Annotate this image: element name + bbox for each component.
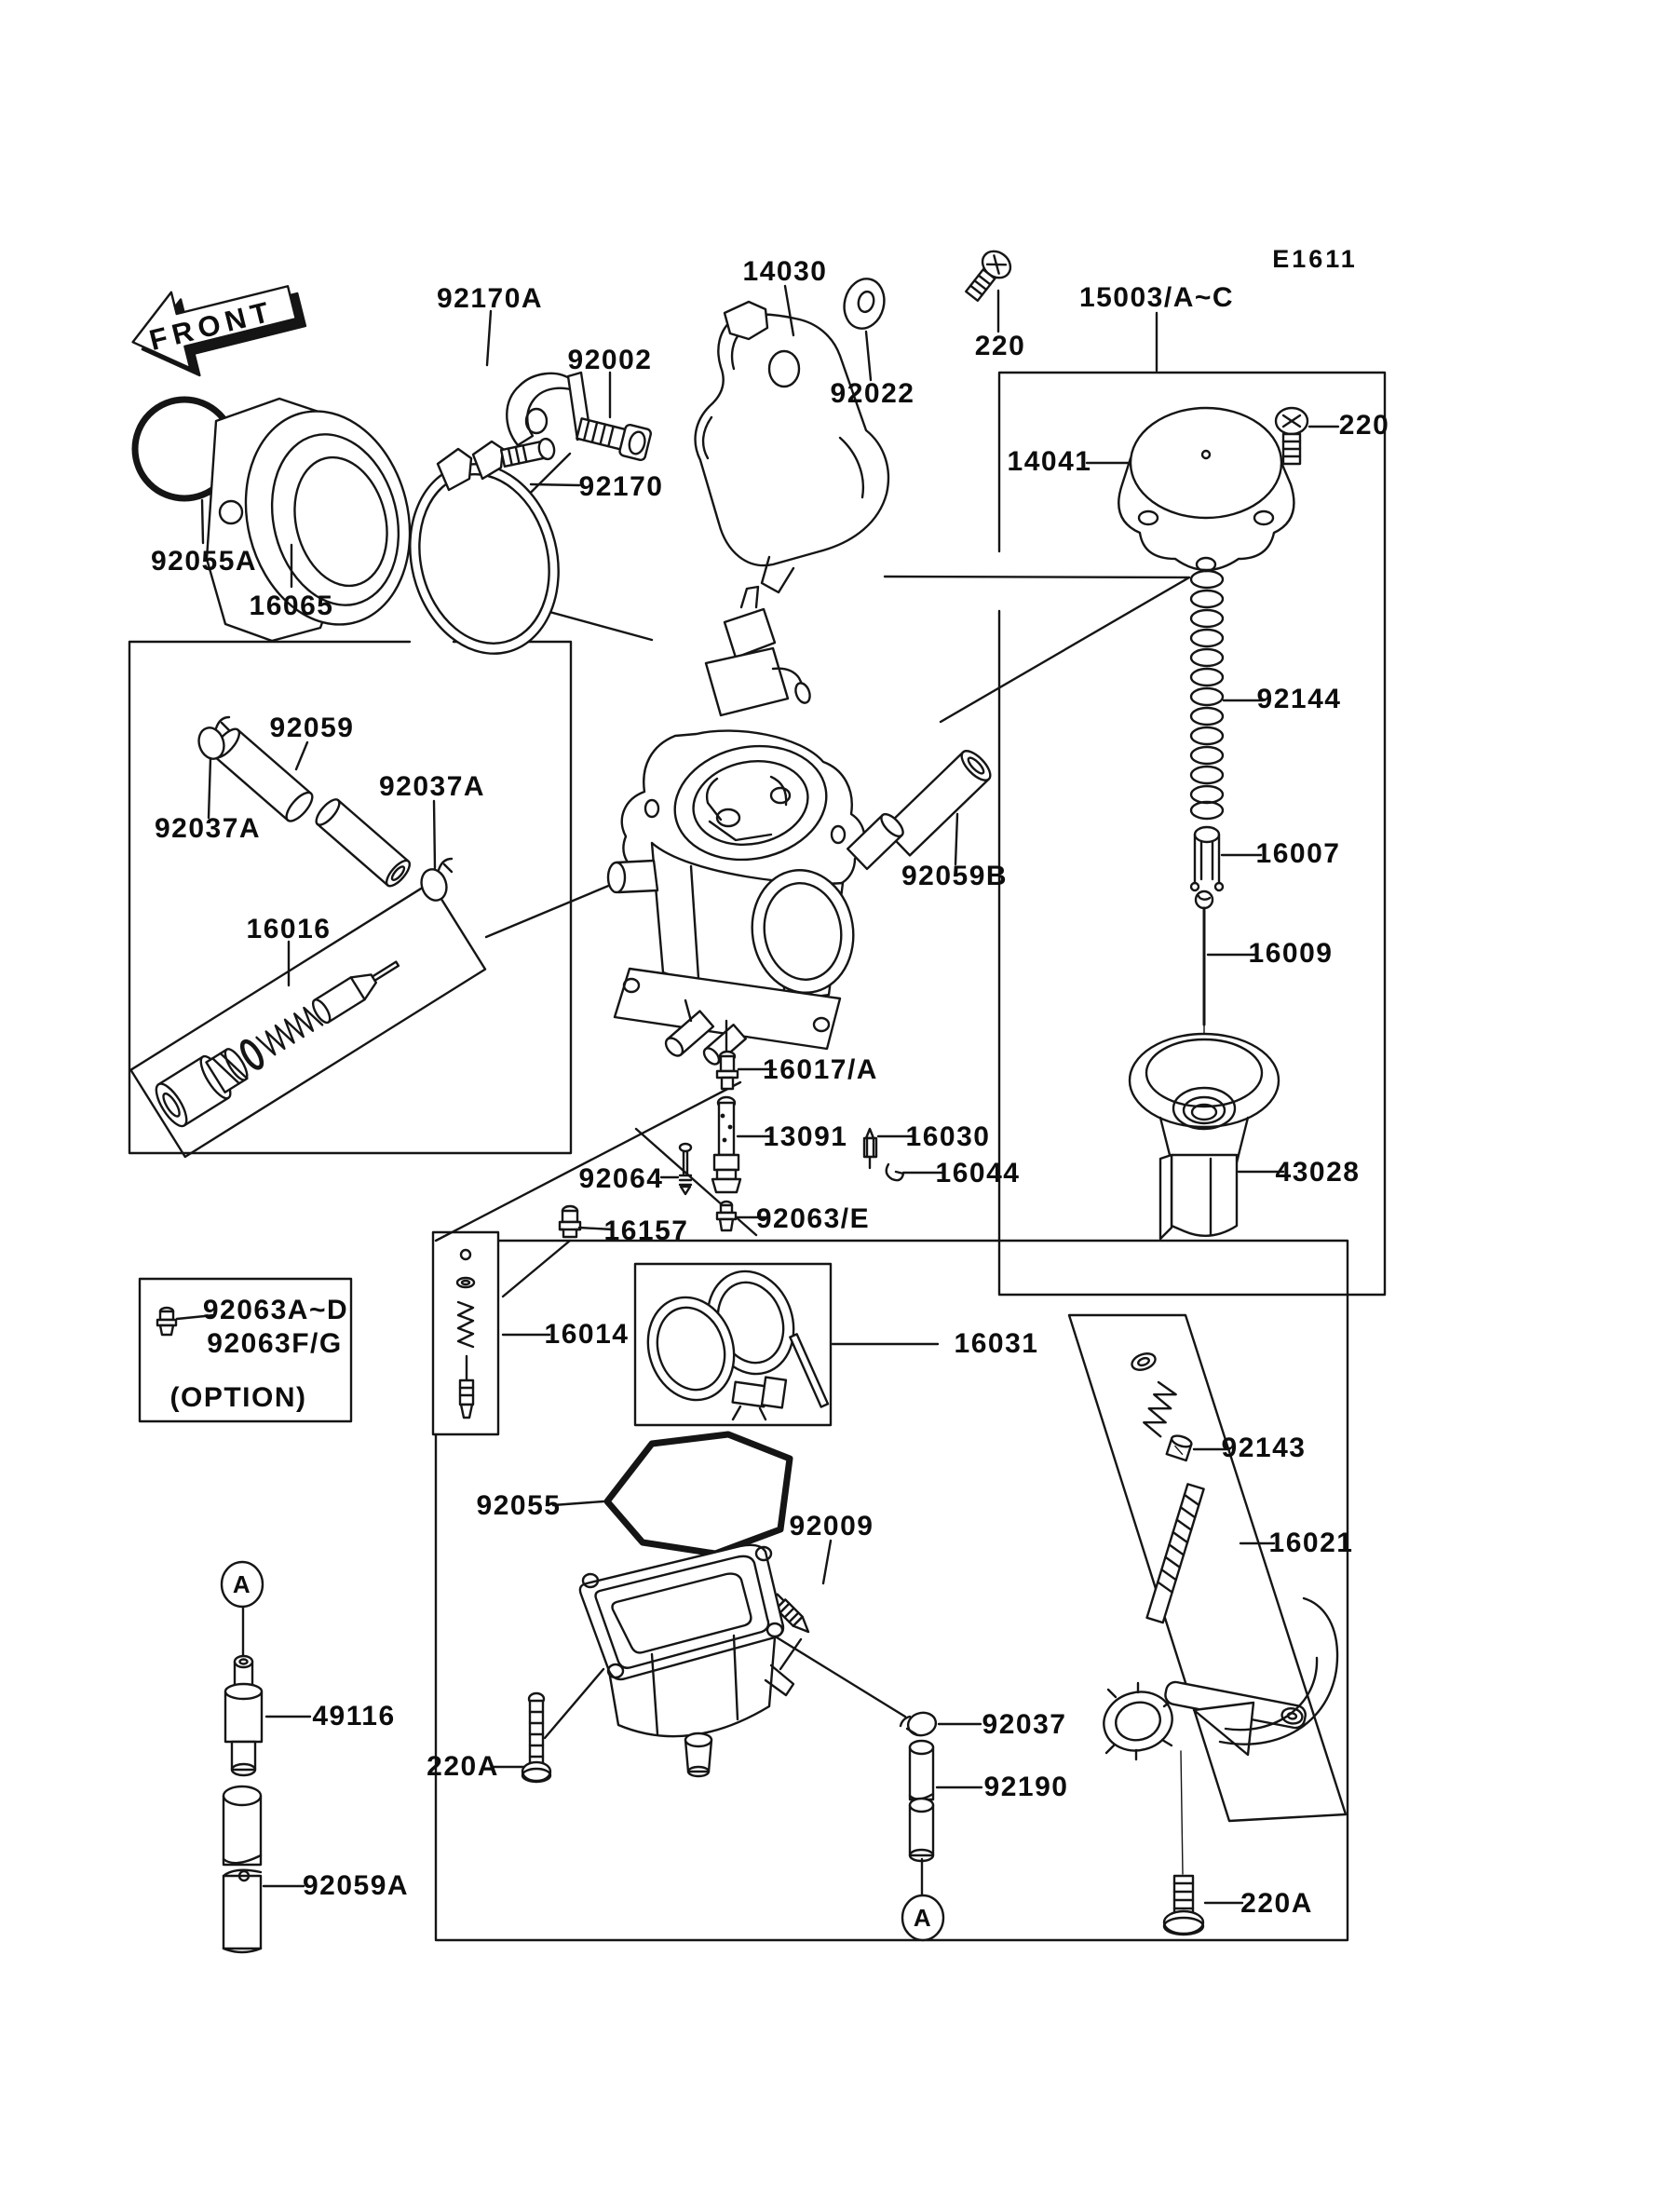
part-13091-needle-jet (712, 1097, 740, 1192)
detail-box-16021 (1069, 1315, 1346, 1821)
label-92059: 92059 (269, 713, 355, 743)
part-92143-nut (1167, 1433, 1193, 1460)
label-92190: 92190 (983, 1772, 1069, 1802)
front-label: FRONT (145, 294, 278, 358)
label-49116: 49116 (312, 1701, 396, 1731)
marker-A-bottom-letter: A (913, 1904, 933, 1932)
part-92063-option-jet (157, 1308, 176, 1335)
label-16030: 16030 (905, 1121, 991, 1152)
label-16014: 16014 (544, 1319, 630, 1350)
label-15003: 15003/A~C (1078, 282, 1235, 313)
label-14030: 14030 (742, 256, 828, 287)
part-92059B-tube (847, 746, 995, 869)
label-92037A-right: 92037A (378, 771, 486, 802)
part-16044-clip (887, 1164, 903, 1180)
label-16017A: 16017/A (763, 1054, 878, 1085)
label-option: (OPTION) (169, 1382, 307, 1413)
label-92063E: 92063/E (755, 1203, 871, 1234)
label-16009: 16009 (1248, 938, 1334, 969)
label-92063AD: 92063A~D (202, 1295, 349, 1325)
part-92002-bolt (576, 414, 652, 461)
part-92022-washer (839, 275, 889, 333)
label-92064: 92064 (578, 1163, 664, 1194)
label-92059A: 92059A (302, 1870, 410, 1901)
label-16016: 16016 (246, 914, 332, 944)
part-43028-diaphragm (1130, 1034, 1279, 1239)
part-16157-jet (560, 1206, 580, 1237)
marker-A-top-letter: A (232, 1570, 252, 1598)
label-92022: 92022 (830, 378, 915, 409)
part-14041-cover (1118, 408, 1294, 571)
label-220-top: 220 (974, 331, 1026, 361)
label-16007: 16007 (1255, 838, 1341, 869)
part-float-bowl (580, 1545, 793, 1776)
label-16044: 16044 (935, 1158, 1021, 1188)
label-92009: 92009 (789, 1511, 874, 1541)
label-13091: 13091 (763, 1121, 848, 1152)
label-16157: 16157 (603, 1215, 689, 1246)
label-92002: 92002 (567, 345, 653, 375)
part-92055-gasket (607, 1434, 790, 1554)
page-code: E1611 (1272, 245, 1358, 273)
label-220A-right: 220A (1240, 1888, 1313, 1919)
leader-lines (436, 454, 1189, 1874)
part-16007-spring-seat (1191, 827, 1223, 890)
part-16030-needle-valve (864, 1129, 876, 1168)
label-16065: 16065 (249, 591, 334, 621)
label-220-box: 220 (1338, 410, 1390, 441)
label-92055A: 92055A (150, 546, 258, 577)
label-92055: 92055 (476, 1490, 562, 1521)
label-16031: 16031 (954, 1328, 1039, 1359)
part-carburetor-body (608, 587, 864, 1066)
part-16031-throttle-valve (635, 1260, 828, 1419)
part-92190-tube (910, 1741, 933, 1861)
label-92143: 92143 (1221, 1433, 1307, 1463)
label-92037A-left: 92037A (154, 813, 262, 844)
part-49116-valve (225, 1656, 262, 1775)
part-16021-screw-set (1130, 1351, 1204, 1623)
part-92059-tube (209, 725, 413, 890)
part-220A-screw-right (1164, 1876, 1203, 1935)
part-92037-clip (901, 1710, 938, 1738)
label-92170A: 92170A (436, 283, 544, 314)
label-92037: 92037 (982, 1709, 1067, 1740)
part-16016-pilot-screw (151, 944, 411, 1131)
part-14030-plate (696, 302, 888, 592)
label-16021: 16021 (1268, 1528, 1354, 1558)
label-14041: 14041 (1007, 446, 1092, 477)
part-92063E-main-jet (717, 1202, 736, 1230)
label-92144: 92144 (1256, 684, 1342, 714)
part-92059A-tube (224, 1786, 261, 1952)
label-43028: 43028 (1275, 1157, 1361, 1188)
part-92144-spring (1191, 571, 1223, 819)
label-92063FG: 92063F/G (207, 1328, 343, 1359)
label-92059B: 92059B (901, 861, 1009, 891)
label-92170: 92170 (578, 471, 664, 502)
label-220A-left: 220A (427, 1751, 499, 1782)
part-220-screw-top (960, 246, 1016, 306)
